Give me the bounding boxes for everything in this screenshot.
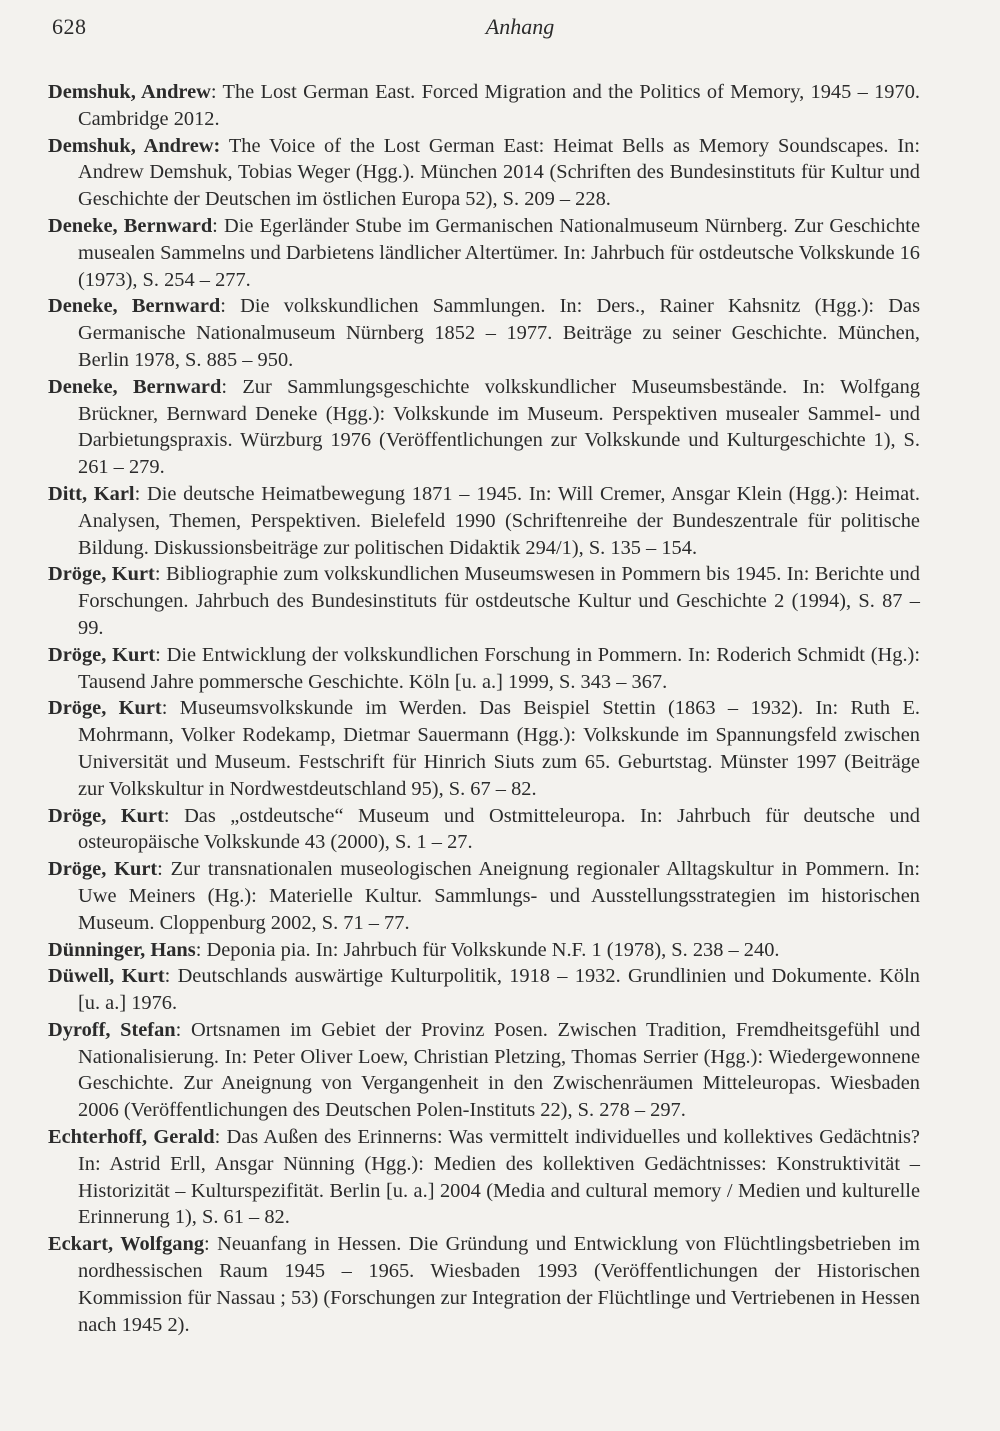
entry-text: Neuanfang in Hessen. Die Gründung und Entwicklung von Flüchtlingsbetrieben im nordhessischen Raum 1945 – 1965. Wiesbaden 1993 (Veröffentlichungen der Historischen Kommission für Nassau ; 53) (Forschungen zur Integration der Flüchtlinge und Vertriebenen in Hessen nach 1945 2). (78, 1233, 920, 1336)
bibliography-entry (48, 856, 920, 936)
entry-author: Dröge, Kurt (48, 643, 156, 666)
entry-text: The Voice of the Lost German East: Heimat Bells as Memory Soundscapes. In: Andrew Demshuk, Tobias Weger (Hgg.). München 2014 (Schriften des Bundesinstituts für Kultur und Geschichte der Deutschen im östlichen Europa 52), S. 209 – 228. (78, 134, 920, 211)
entry-text: Deponia pia. In: Jahrbuch für Volkskunde N.F. 1 (1978), S. 238 – 240. (206, 938, 780, 961)
entry-author: Eckart, Wolfgang (48, 1233, 205, 1256)
bibliography-entry (48, 803, 920, 857)
entry-author: Dröge, Kurt (48, 697, 162, 720)
entry-text: Zur Sammlungsgeschichte volkskundlicher Museumsbestände. In: Wolfgang Brückner, Bernward Deneke (Hgg.): Volkskunde im Museum. Perspektiven musealer Sammel- und Darbietungspraxis. Würzburg 1976 (Veröffentlichungen zur Volkskunde und Kulturgeschichte 1), S. 261 – 279. (78, 375, 920, 479)
entry-separator: : (220, 295, 241, 318)
entry-separator (220, 135, 229, 157)
bibliography-entry (48, 561, 920, 641)
entry-separator: : (221, 375, 243, 398)
entry-author: Dröge, Kurt (48, 804, 164, 827)
entry-text: Ortsnamen im Gebiet der Provinz Posen. Zwischen Tradition, Fremdheitsgefühl und Nationalisierung. In: Peter Oliver Loew, Christian Pletzing, Thomas Serrier (Hgg.): Wiedergewonnene Geschichte. Zur Aneignung von Vergangenheit in den Zwischenräumen Mitteleuropas. Wiesbaden 2006 (Veröffentlichungen des Deutschen Polen-Instituts 22), S. 278 – 297. (78, 1018, 921, 1122)
bibliography-entry (48, 133, 920, 213)
bibliography-entry (48, 1017, 920, 1124)
bibliography-entry (48, 963, 920, 1017)
entry-separator: : (155, 643, 167, 666)
entry-separator: : (175, 1018, 191, 1041)
entry-separator: : (204, 1233, 218, 1256)
entry-text: Deutschlands auswärtige Kulturpolitik, 1918 – 1932. Grundlinien und Dokumente. Köln [u. a.] 1976. (78, 965, 920, 1015)
entry-text: Bibliographie zum volkskundlichen Museumswesen in Pommern bis 1945. In: Berichte und Forschungen. Jahrbuch des Bundesinstituts für ostdeutsche Kultur und Geschichte 2 (1994), S. 87 – 99. (78, 563, 920, 639)
bibliography-entry (48, 642, 920, 696)
running-head (52, 14, 948, 48)
entry-separator: : (164, 965, 178, 988)
entry-author: Dyroff, Stefan (48, 1018, 176, 1041)
entry-text: Das Außen des Erinnerns: Was vermittelt individuelles und kollektives Gedächtnis? In: Astrid Erll, Ansgar Nünning (Hgg.): Medien des kollektiven Gedächtnisses: Konstruktivität – Historizität – Kulturspezifität. Berlin [u. a.] 2004 (Media and cultural memory / Medien und kulturelle Erinnerung 1), S. 61 – 82. (78, 1126, 920, 1229)
bibliography-entry (48, 1231, 920, 1338)
entry-author: Demshuk, Andrew: (48, 134, 221, 157)
entry-text: Die deutsche Heimatbewegung 1871 – 1945. In: Will Cremer, Ansgar Klein (Hgg.): Heimat. Analysen, Themen, Perspektiven. Bielefeld 1990 (Schriftenreihe der Bundeszentrale für politische Bildung. Diskussionsbeiträge zur politischen Didaktik 294/1), S. 135 – 154. (78, 482, 920, 559)
entry-text: The Lost German East. Forced Migration and the Politics of Memory, 1945 – 1970. Cambridge 2012. (78, 81, 920, 130)
entry-separator: : (212, 214, 224, 237)
entry-separator: : (195, 938, 207, 961)
entry-author: Düwell, Kurt (48, 965, 165, 988)
entry-author: Deneke, Bernward (48, 214, 213, 237)
running-title: Anhang (485, 14, 555, 39)
entry-text: Die Entwicklung der volkskundlichen Forschung in Pommern. In: Roderich Schmidt (Hg.): Tausend Jahre pommersche Geschichte. Köln [u. a.] 1999, S. 343 – 367. (78, 643, 920, 693)
entry-text: Die Egerländer Stube im Germanischen Nationalmuseum Nürnberg. Zur Geschichte musealen Sammelns und Darbietens ländlicher Altertümer. In: Jahrbuch für ostdeutsche Volkskunde 16 (1973), S. 254 – 277. (78, 214, 921, 291)
page-number: 628 (52, 14, 87, 39)
entry-text: Zur transnationalen museologischen Aneignung regionaler Alltagskultur in Pommern. In: Uwe Meiners (Hg.): Materielle Kultur. Sammlungs- und Ausstellungsstrategien im historischen Museum. Cloppenburg 2002, S. 71 – 77. (78, 858, 920, 934)
bibliography-list (48, 79, 920, 1338)
bibliography-entry (48, 937, 920, 964)
entry-author: Dröge, Kurt (48, 858, 158, 881)
entry-separator: : (210, 81, 223, 103)
entry-text: Die volkskundlichen Sammlungen. In: Ders., Rainer Kahsnitz (Hgg.): Das Germanische Nationalmuseum Nürnberg 1852 – 1977. Beiträge zu seiner Geschichte. München, Berlin 1978, S. 885 – 950. (78, 295, 921, 371)
bibliography-entry (48, 213, 920, 293)
entry-text: Das „ostdeutsche“ Museum und Ostmitteleuropa. In: Jahrbuch für deutsche und osteuropäische Volkskunde 43 (2000), S. 1 – 27. (78, 804, 920, 854)
entry-separator: : (157, 858, 171, 881)
entry-separator: : (163, 804, 185, 827)
entry-text: Museumsvolkskunde im Werden. Das Beispiel Stettin (1863 – 1932). In: Ruth E. Mohrmann, Volker Rodekamp, Dietmar Sauermann (Hgg.): Volkskunde im Spannungsfeld zwischen Universität und Museum. Festschrift für Hinrich Siuts zum 65. Geburtstag. Münster 1997 (Beiträge zur Volkskultur in Nordwestdeutschland 95), S. 67 – 82. (78, 697, 920, 800)
bibliography-entry (48, 481, 920, 561)
entry-author: Ditt, Karl (48, 482, 135, 505)
entry-author: Demshuk, Andrew (48, 81, 211, 103)
entry-author: Echterhoff, Gerald (48, 1126, 215, 1149)
entry-separator: : (154, 563, 166, 586)
entry-author: Deneke, Bernward (48, 375, 222, 398)
entry-author: Dünninger, Hans (48, 938, 196, 961)
entry-author: Dröge, Kurt (48, 563, 155, 586)
entry-author: Deneke, Bernward (48, 295, 221, 318)
entry-separator: : (214, 1126, 227, 1149)
bibliography-entry (48, 1124, 920, 1231)
bibliography-entry (48, 695, 920, 802)
bibliography-entry (48, 79, 920, 133)
bibliography-entry (48, 293, 920, 373)
entry-separator: : (161, 697, 180, 720)
entry-separator: : (134, 482, 147, 505)
bibliography-entry (48, 374, 920, 481)
